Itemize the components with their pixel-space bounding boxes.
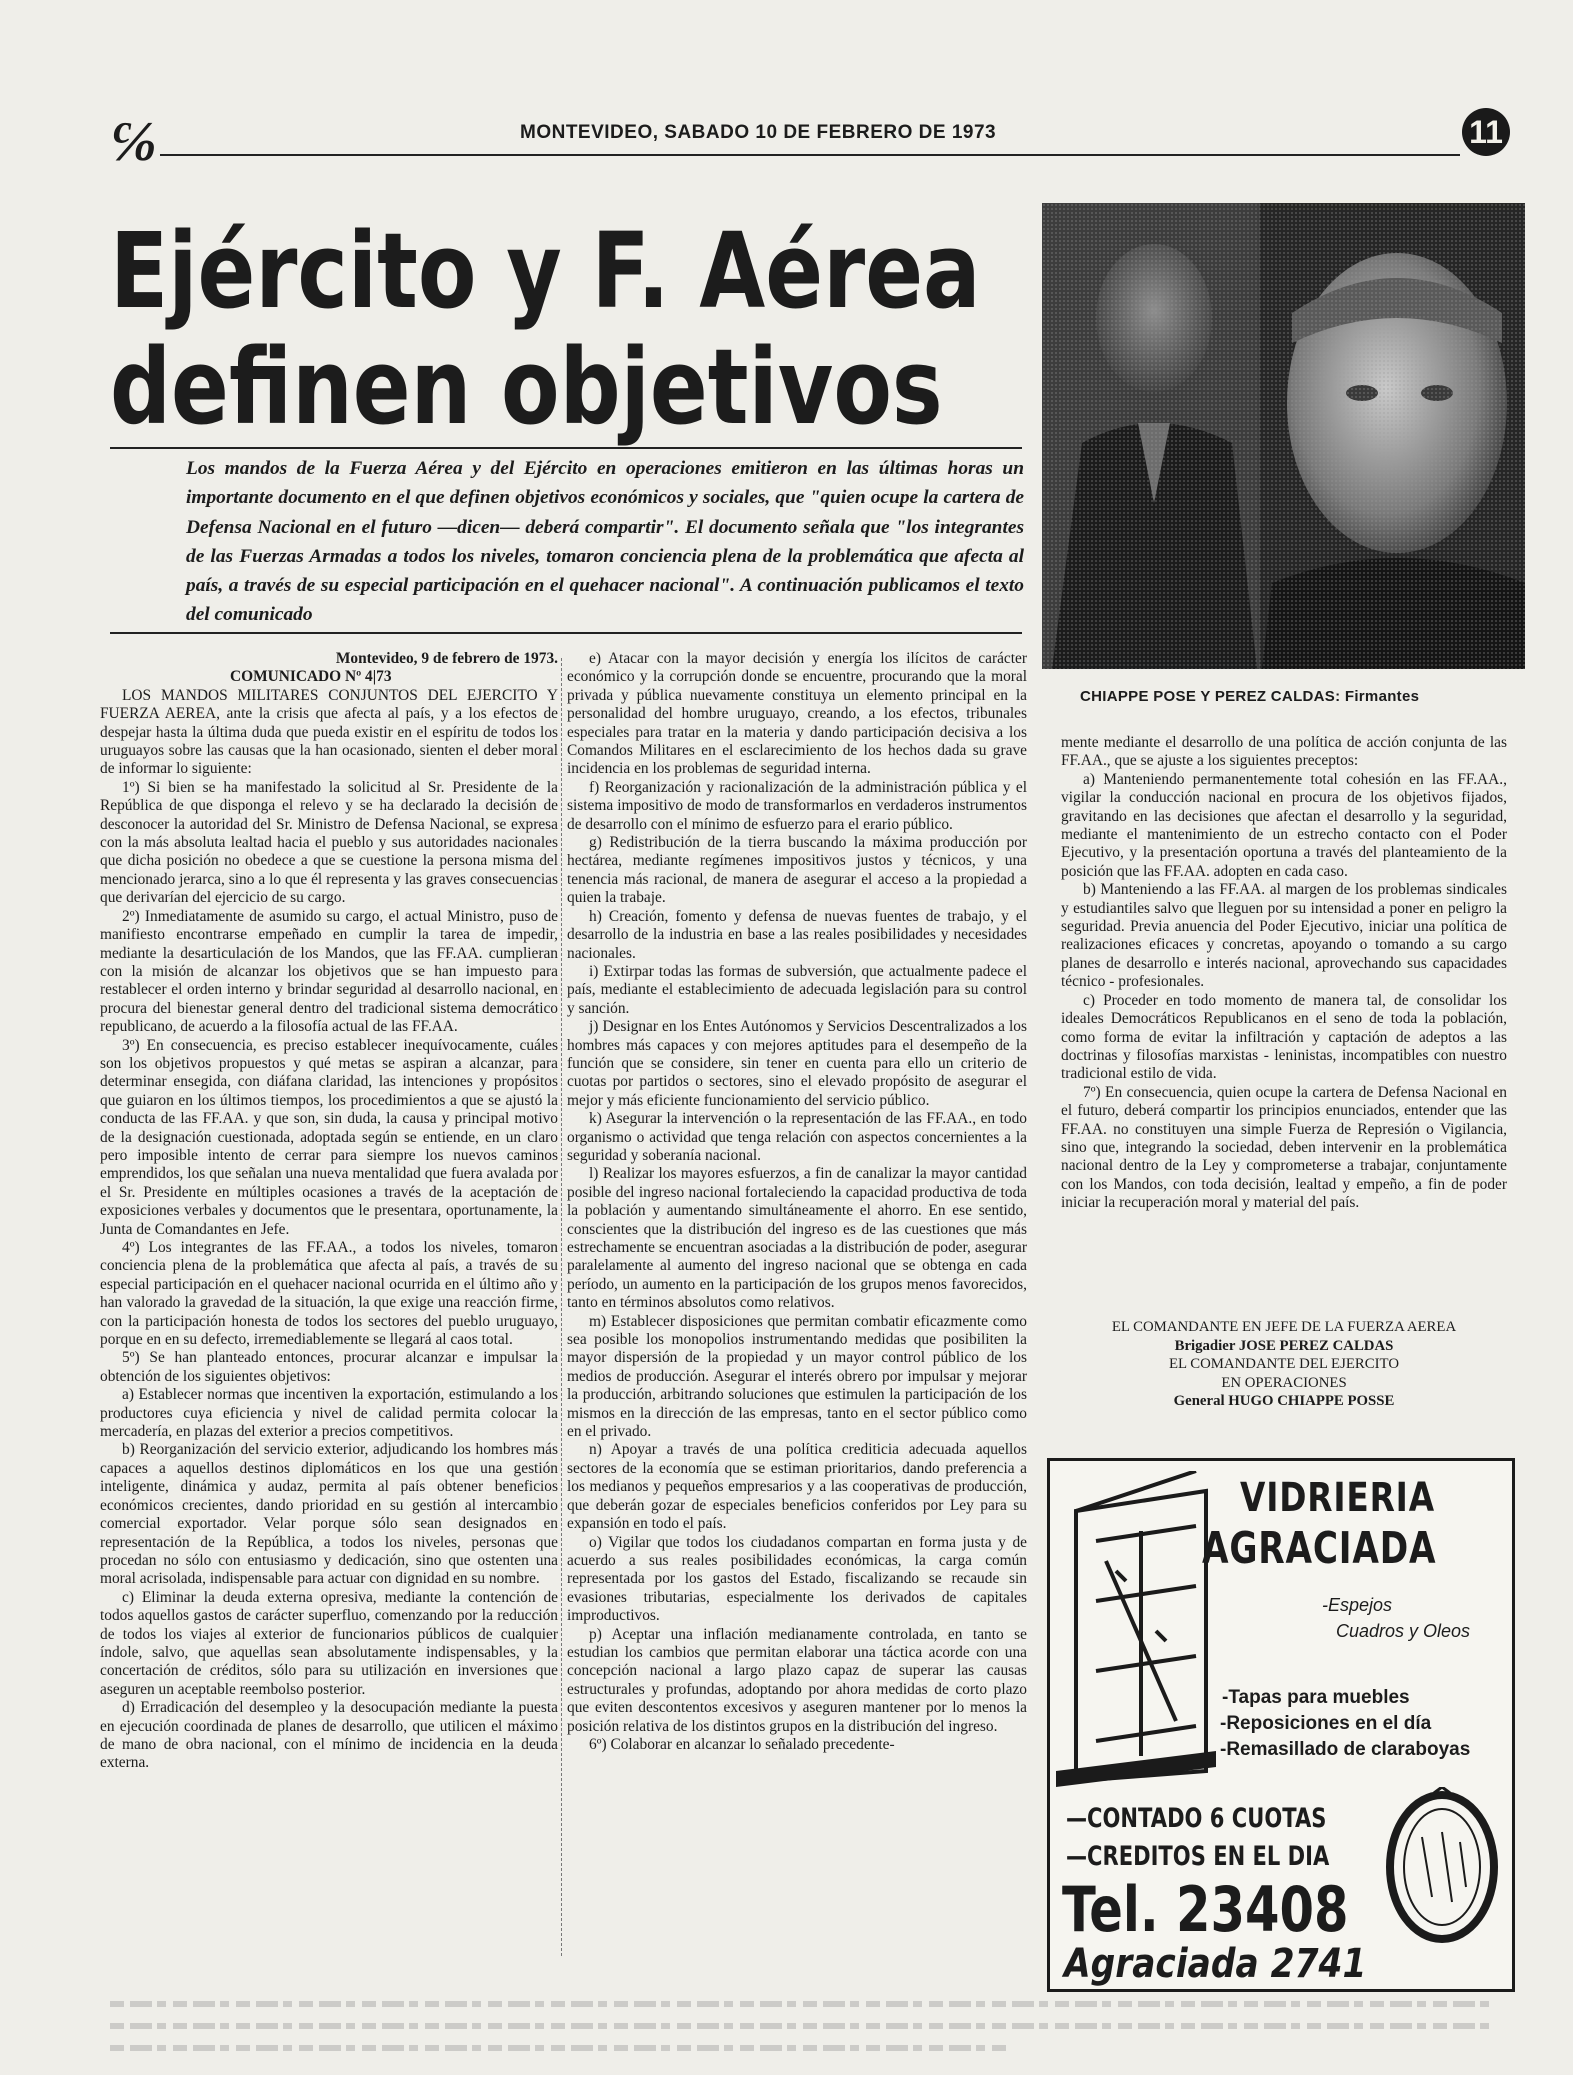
- paragraph: p) Aceptar una inflación medianamente controlada, en tanto se estudian los cambios que permitan elaborar una táctica acorde con una concepción nacional a largo plazo capaz de superar las causas estructurales y profundas, adoptando por ahora medidas de corto plazo que eviten descontentos excesivos y aseguren mantener por lo menos la posición relativa de los distintos grupos en la distribución del ingreso.: [567, 1625, 1027, 1735]
- ad-service-item: -Tapas para muebles: [1222, 1687, 1410, 1708]
- article-column-2: [567, 650, 1027, 1754]
- paragraph: m) Establecer disposiciones que permitan combatir eficazmente como sea posible los monopolios instrumentando medidas que posibiliten la mayor dispersión de la propiedad y un mayor control público de los medios de producción. Asegurar el interés obrero por impulsar y mejorar la producción, arbitrando soluciones que estimulen la participación de los mismos en la dirección de las empresas, tanto en el sector público como en el privado.: [567, 1312, 1027, 1441]
- ad-service-item: -Espejos: [1322, 1595, 1393, 1615]
- ad-phone: Tel. 23408: [1062, 1873, 1349, 1946]
- paragraph: 2º) Inmediatamente de asumido su cargo, el actual Ministro, puso de manifiesto encontrarse empeñado en cumplir la tarea de impedir, mediante la desarticulación de los Mandos, que las FF.AA. cumplieran con la misión de alcanzar los objetivos que se han impuesto para restablecer el orden interno y brindar seguridad al desarrollo nacional, en procura del bienestar general dentro del tradicional sistema democrático republicano, de acuerdo a la filosofía actual de las FF.AA.: [100, 907, 558, 1036]
- newspaper-logo: ℅: [110, 108, 151, 174]
- paragraph: o) Vigilar que todos los ciudadanos compartan en forma justa y de acuerdo a sus reales posibilidades económicas, la carga común representada por los gastos del Estado, fiscalizando se recaude sin evasiones tributarias, especialmente los derivados de capitales improductivos.: [567, 1533, 1027, 1625]
- paragraph: a) Manteniendo permanentemente total cohesión en las FF.AA., vigilar la conducción nacional en procura de los objetivos fijados, gravitando en las decisiones que afectan el desarrollo y la seguridad, mediante el mantenimiento de un estrecho contacto con el Poder Ejecutivo, y la presentación oportuna a través del planteamiento de la posición que las FF.AA. adopten en cada caso.: [1061, 770, 1507, 880]
- paragraph: b) Manteniendo a las FF.AA. al margen de los problemas sindicales y estudiantiles salvo que lleguen por su intensidad a poner en peligro la seguridad. Previa anuencia del Poder Ejecutivo, iniciar una política de realizaciones eficaces y concretas, apoyando o tomando a su cargo planes de desarrollo e interés nacional, aprovechando sus capacidades técnico - profesionales.: [1061, 881, 1507, 991]
- advertisement-vidrieria: [1047, 1458, 1515, 1992]
- paragraph: e) Atacar con la mayor decisión y energía los ilícitos de carácter económico y la corrupción donde se encuentre, procurando que la moral privada y pública nuevamente constituya un elemento principal en la personalidad del hombre uruguayo, creando, a los efectos, tribunales especiales para tratar en la materia y dando participación decisiva a los Comandos Militares en el esclarecimiento de los hechos dada su grave incidencia en los problemas de seguridad interna.: [567, 650, 1027, 778]
- signature-line: General HUGO CHIAPPE POSSE: [1173, 1393, 1395, 1409]
- ad-title-line-2: AGRACIADA: [1202, 1523, 1437, 1574]
- communique-number: COMUNICADO Nº 4|73: [230, 668, 392, 686]
- signature-line: EL COMANDANTE EN JEFE DE LA FUERZA AEREA: [1111, 1319, 1457, 1335]
- paragraph: d) Erradicación del desempleo y la desocupación mediante la puesta en ejecución coordinada de planes de desarrollo, que utilicen el máximo de mano de obra nacional, con el mínimo de incidencia en la deuda externa.: [100, 1699, 558, 1772]
- paragraph: 6º) Colaborar en alcanzar lo señalado precedente-: [589, 1735, 895, 1753]
- ad-address: Agraciada 2741: [1064, 1941, 1367, 1987]
- ad-payment-terms: —CONTADO 6 CUOTAS: [1066, 1803, 1327, 1834]
- headline-line-2: definen objetivos: [110, 326, 943, 448]
- headline: [110, 210, 981, 448]
- paragraph: 7º) En consecuencia, quien ocupe la cartera de Defensa Nacional en el futuro, deberá compartir los principios enunciados, entender que las FF.AA. no constituyen una simple Fuerza de Represión o Vigilancia, sino que, integrando la sociedad, deben intervenir en la problemática nacional dentro de la Ley y comprometerse a trabajar, conjuntamente con los Mandos, con toda decisión, lealtad y empeño, a fin de poder iniciar la recuperación moral y material del país.: [1061, 1083, 1507, 1212]
- article-dateline: Montevideo, 9 de febrero de 1973.: [335, 650, 558, 667]
- portrait-photo: [1042, 203, 1525, 669]
- signature-line: EL COMANDANTE DEL EJERCITO: [1168, 1356, 1400, 1372]
- paragraph: k) Asegurar la intervención o la representación de las FF.AA., en todo organismo o actividad que tenga relación con aspectos concernientes a la seguridad y soberanía nacional.: [567, 1110, 1027, 1164]
- paragraph: a) Establecer normas que incentiven la exportación, estimulando a los productores cuya eficiencia y nivel de calidad permita colocar la mercadería, en plazas del exterior a precios competitivos.: [100, 1386, 558, 1441]
- paragraph: g) Redistribución de la tierra buscando la máxima producción por hectárea, mediante regímenes impositivos justos y técnicos, y una tenencia más racional, de manera de asegurar el acceso a la propiedad a quien la trabaje.: [567, 834, 1027, 907]
- paragraph: 3º) En consecuencia, es preciso establecer inequívocamente, cuáles son los objetivos propuestos y qué metas se aspiran a alcanzar, para determinar ensegida, con diáfana claridad, las intenciones y propósitos que guiaron en los últimos tiempos, los procedimientos a que se ajustó la conducta de las FF.AA. y que son, sin duda, la causa y principal motivo de la designación cuestionada, adoptada según se entiende, en un claro pero imposible intento de cerrar para siempre los nuevos caminos emprendidos, los que señalan una nueva mentalidad que fuera avalada por el Sr. Presidente en múltiples ocasiones a través de la aceptación de exposiciones verbales y documentos que le presentara, oportunamente, la Junta de Comandantes en Jefe.: [100, 1036, 558, 1238]
- headline-rule: [110, 447, 1022, 449]
- signature-line: Brigadier JOSE PEREZ CALDAS: [1174, 1337, 1394, 1354]
- oval-mirror-illustration: [1382, 1787, 1502, 1947]
- paragraph: b) Reorganización del servicio exterior, adjudicando los hombres más capaces a aquellos destinos diplomáticos en los que una gestión inteligente, dinámica y audaz, permita al país obtener beneficios económicos crecientes, dando prioridad en su gestión al intercambio comercial exportador. Velar porque sólo sean designados en representación de la República, a todos los niveles, personas que procedan no sólo con entusiasmo y dedicación, sino que ostenten una moral acrisolada, indispensable para actuar con dignidad en su nombre.: [100, 1441, 558, 1588]
- paragraph: l) Realizar los mayores esfuerzos, a fin de canalizar la mayor cantidad posible del ingreso nacional fortaleciendo la capacidad productiva de toda la población y aumentando simultáneamente el ahorro. En ese sentido, conscientes que la distribución del ingreso es de las cuestiones que más estrechamente se encuentran asociadas a la distribución de poder, asegurar paralelamente al aumento del ingreso nacional que se obtenga en cada período, un aumento en la participación de los grupos menos favorecidos, tanto en términos absolutos como relativos.: [567, 1165, 1027, 1312]
- paragraph: 5º) Se han planteado entonces, procurar alcanzar e impulsar la obtención de los siguientes objetivos:: [100, 1349, 558, 1385]
- paragraph: c) Proceder en todo momento de manera tal, de consolidar los ideales Democráticos Republicanos en el seno de toda la población, como forma de evitar la infiltración y captación de adeptos a las doctrinas y filosofías marxistas - leninistas, incompatibles con nuestro tradicional estilo de vida.: [1061, 991, 1507, 1083]
- paragraph: i) Extirpar todas las formas de subversión, que actualmente padece el país, mediante el establecimiento de adecuada legislación para su control y sanción.: [567, 962, 1027, 1017]
- ad-title-line-1: VIDRIERIA: [1240, 1475, 1435, 1521]
- paragraph: 4º) Los integrantes de las FF.AA., a todos los niveles, tomaron conciencia plena de la problemática que afecta al país, a través de su especial participación en el quehacer nacional ocurrida en el último año y han valorado la gravedad de la situación, la que exige una reacción firme, con la participación honesta de todos los sectores del pueblo uruguayo, porque en en su defecto, irremediablemente se llegará al caos total.: [100, 1239, 558, 1349]
- page-number-badge: 11: [1462, 108, 1510, 156]
- ad-service-item: Cuadros y Oleos: [1336, 1621, 1471, 1641]
- article-column-3: [1061, 734, 1507, 1213]
- header-dateline: MONTEVIDEO, SABADO 10 DE FEBRERO DE 1973: [520, 122, 997, 143]
- header-rule: [160, 154, 1460, 156]
- signature-line: EN OPERACIONES: [1221, 1374, 1347, 1391]
- paragraph: c) Eliminar la deuda externa opresiva, mediante la contención de todos aquellos gastos de carácter superfluo, comenzando por la reducción de todos los viajes al exterior de funcionarios públicos de cualquier índole, salvo, que aquellas sean absolutamente indispensables, y la concertación de créditos, sólo para su utilización en inversiones que aseguren un aceptable reembolso posterior.: [100, 1588, 558, 1698]
- ad-credit-terms: —CREDITOS EN EL DIA: [1066, 1841, 1330, 1872]
- window-frame-illustration: [1056, 1471, 1226, 1791]
- paragraph: f) Reorganización y racionalización de la administración pública y el sistema impositivo de modo de transformarlos en verdaderos instrumentos de desarrollo con el mínimo de esfuerzo para el erario público.: [567, 778, 1027, 833]
- article-column-1: [100, 650, 558, 1773]
- paragraph: j) Designar en los Entes Autónomos y Servicios Descentralizados a los hombres más capaces y con mejores aptitudes para el desempeño de la función que se considere, sin tener en cuenta para ello un criterio de cuotas por partidos o sectores, sino el elevado propósito de asegurar el mejor y más eficiente funcionamiento del servicio público.: [567, 1018, 1027, 1109]
- signature-block: [1061, 1318, 1507, 1411]
- ad-service-item: -Reposiciones en el día: [1220, 1713, 1432, 1734]
- paragraph: LOS MANDOS MILITARES CONJUNTOS DEL EJERCITO Y FUERZA AEREA, ante la crisis que afecta al país, y a los efectos de despejar hasta la última duda que pueda existir en el espíritu de todos los uruguayos sobre las causas que la han ocasionado, sienten el deber moral de informar lo siguiente:: [100, 686, 558, 778]
- lead-paragraph: Los mandos de la Fuerza Aérea y del Ejército en operaciones emitieron en las últimas horas un importante documento en el que definen objetivos económicos y sociales, que "quien ocupe la cartera de Defensa Nacional en el futuro —dicen— deberá compartir". El documento señala que "los integrantes de las Fuerzas Armadas a todos los niveles, tomaron conciencia plena de la problemática que afecta al país, a través de su especial participación en el quehacer nacional". A continuación publicamos el texto del comunicado: [186, 458, 1024, 626]
- paragraph: n) Apoyar a través de una política crediticia adecuada aquellos sectores de la economía que se estiman prioritarios, dando preferencia a los medianos y pequeños empresarios y a las cooperativas de producción, que deberán gozar de especiales beneficios conferidos por Ley para su expansión en todo el país.: [567, 1441, 1027, 1533]
- photo-caption: CHIAPPE POSE Y PEREZ CALDAS: Firmantes: [1080, 688, 1420, 705]
- column-divider: [561, 658, 562, 1956]
- headline-line-1: Ejército y F. Aérea: [110, 210, 981, 332]
- paragraph: mente mediante el desarrollo de una política de acción conjunta de las FF.AA., que se ajuste a los siguientes preceptos:: [1061, 734, 1507, 770]
- paragraph: h) Creación, fomento y defensa de nuevas fuentes de trabajo, y el desarrollo de la industria en base a las reales posibilidades y necesidades nacionales.: [567, 907, 1027, 962]
- lead-rule: [110, 632, 1022, 634]
- bleed-through-texture: [110, 1990, 1490, 2060]
- ad-service-item: -Remasillado de claraboyas: [1220, 1739, 1471, 1760]
- paragraph: 1º) Si bien se ha manifestado la solicitud al Sr. Presidente de la República de que disponga el relevo y se ha declarado la decisión de desconocer la autoridad del Sr. Ministro de Defensa Nacional, se expresa con la más absoluta lealtad hacia el pueblo y sus autoridades nacionales que dicha posición no obedece a que se cuestione la persona misma del mencionado jerarca, sino a lo que él representa y las graves consecuencias que derivarían del ejercicio de su cargo.: [100, 778, 558, 907]
